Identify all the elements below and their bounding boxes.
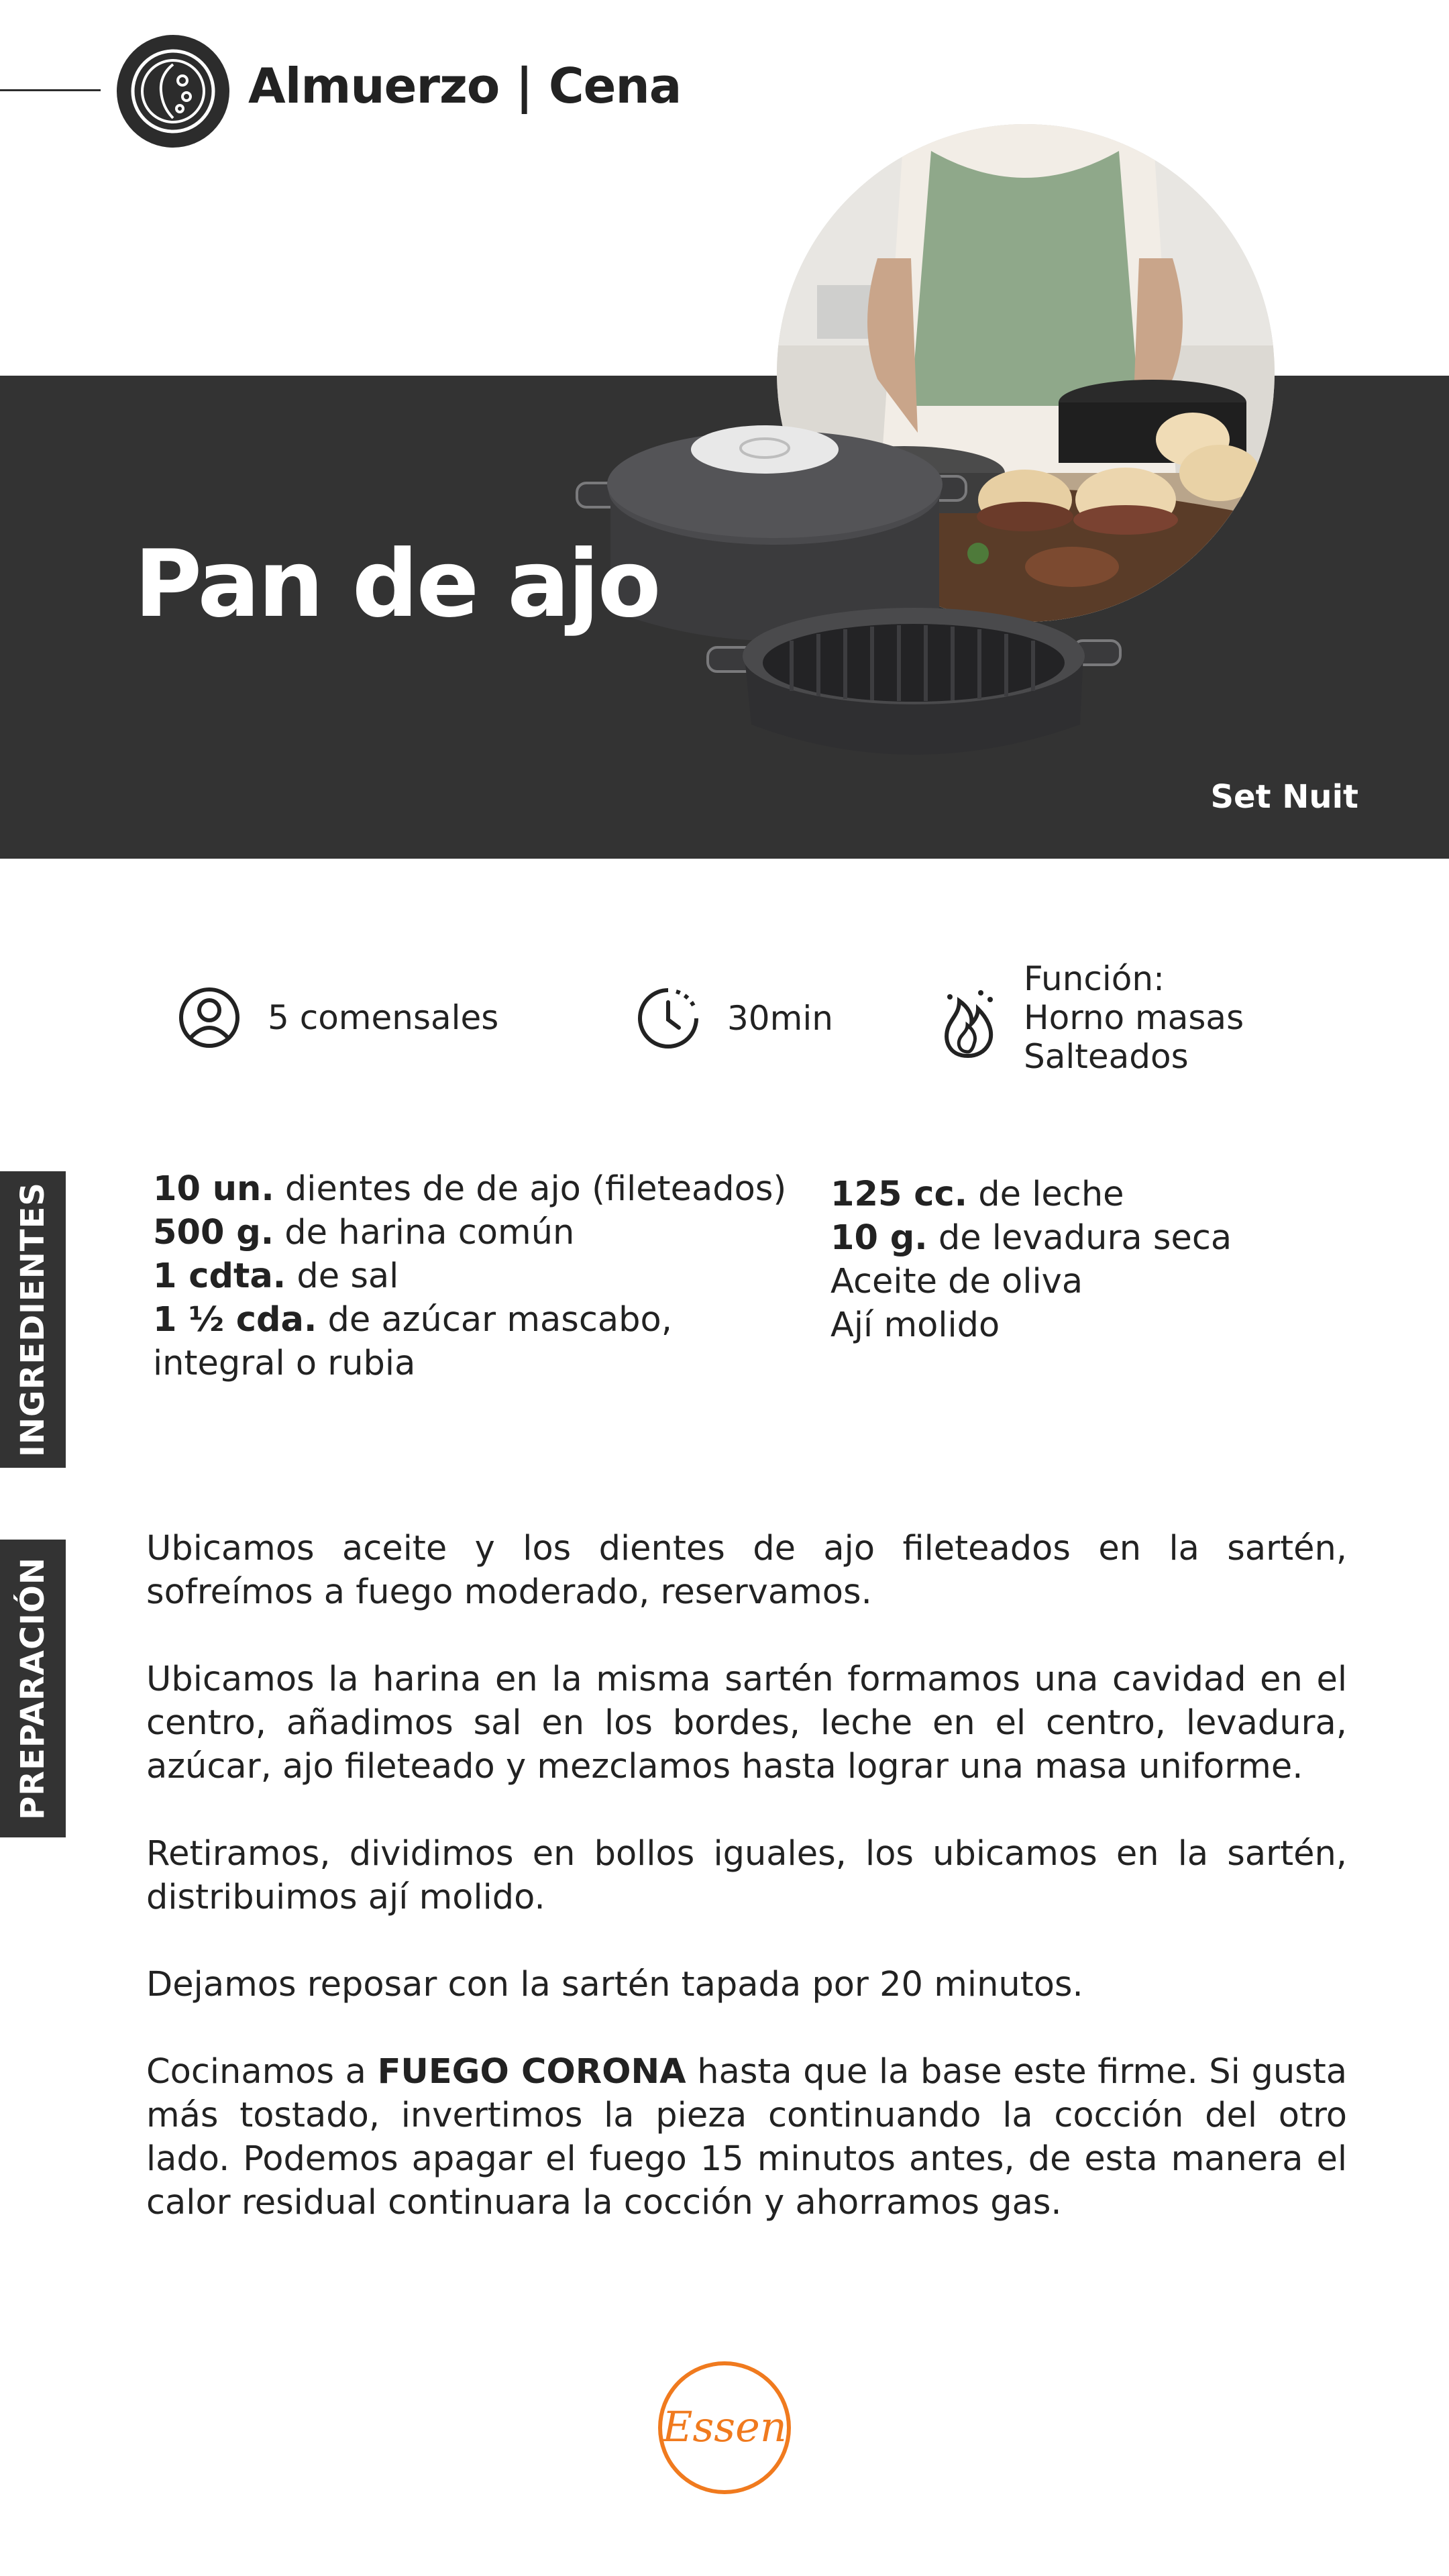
preparation-step: Ubicamos la harina en la misma sartén formamos una cavidad en el centro, añadimos sal en los bordes, leche en el centro, levadura, azúcar, ajo fileteado y mezclamos hasta lograr una masa uniforme.	[146, 1660, 1347, 1786]
ingredient-item: 1 cdta. de sal	[153, 1256, 399, 1296]
ingredient-item: 10 g. de levadura seca	[830, 1218, 1232, 1258]
servings-text: 5 comensales	[268, 998, 499, 1037]
function-value: Horno masas	[1024, 998, 1244, 1037]
essen-logo	[655, 2358, 794, 2498]
person-icon	[178, 986, 241, 1049]
ingredients-list-left	[153, 1167, 786, 1385]
bread-bowl-icon	[117, 35, 229, 148]
preparation-step: Dejamos reposar con la sartén tapada por 20 minutos.	[146, 1965, 1083, 2004]
function-value: Salteados	[1024, 1037, 1189, 1076]
function-text	[1024, 959, 1244, 1076]
ingredients-list-right	[830, 1173, 1232, 1347]
ingredient-item: Aceite de oliva	[830, 1262, 1083, 1301]
time-text: 30min	[727, 999, 833, 1038]
ingredient-item: 500 g. de harina común	[153, 1213, 575, 1252]
preparation-step: Cocinamos a FUEGO CORONA hasta que la base este firme. Si gusta más tostado, invertimos la pieza continuando la cocción del otro lado. Podemos apagar el fuego 15 minutos antes, de esta manera el calor residual continuara la cocción y ahorramos gas.	[146, 2052, 1347, 2222]
preparation-step: Retiramos, dividimos en bollos iguales, los ubicamos en la sartén, distribuimos ají molido.	[146, 1834, 1347, 1917]
clock-icon	[636, 986, 700, 1051]
preparation-step: Ubicamos aceite y los dientes de ajo fileteados en la sartén, sofreímos a fuego moderado, reservamos.	[146, 1529, 1347, 1612]
function-info	[939, 959, 1244, 1076]
recipe-category: Almuerzo | Cena	[248, 58, 682, 114]
preparation-steps	[146, 1527, 1347, 2268]
brand-name: Essen	[662, 2402, 787, 2451]
ingredient-item: integral o rubia	[153, 1344, 416, 1383]
function-label: Función:	[1024, 959, 1165, 998]
header-rule	[0, 89, 101, 91]
ingredient-item: 10 un. dientes de de ajo (fileteados)	[153, 1169, 787, 1209]
servings-info	[178, 986, 498, 1049]
product-name: Set Nuit	[1210, 778, 1358, 816]
ingredient-item: 125 cc. de leche	[830, 1175, 1124, 1214]
flame-icon	[939, 986, 997, 1060]
preparation-tab	[0, 1540, 66, 1837]
ingredients-tab	[0, 1171, 66, 1468]
recipe-title: Pan de ajo	[134, 530, 659, 638]
time-info	[636, 986, 833, 1051]
ingredients-heading: INGREDIENTES	[14, 1182, 52, 1457]
preparation-heading: PREPARACIÓN	[14, 1556, 52, 1821]
heat-mode: FUEGO CORONA	[377, 2052, 686, 2092]
ingredient-item: Ají molido	[830, 1305, 1000, 1345]
ingredient-item: 1 ½ cda. de azúcar mascabo,	[153, 1300, 672, 1340]
